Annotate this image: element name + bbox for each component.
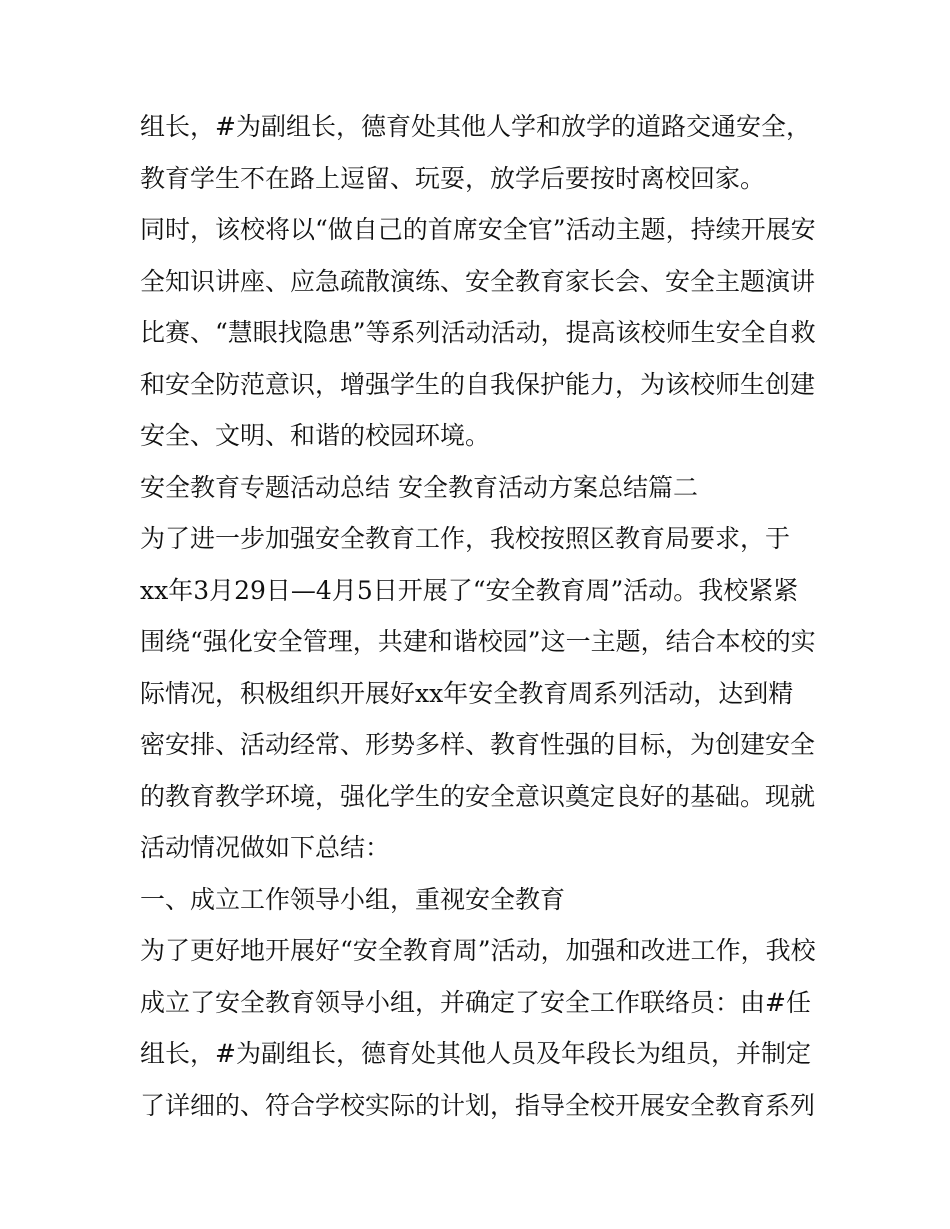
text-line: 的教育教学环境，强化学生的安全意识奠定良好的基础。现就	[140, 781, 816, 811]
text-line: 同时，该校将以“做自己的首席安全官”活动主题，持续开展安	[140, 215, 816, 244]
subsection-heading: 一、成立工作领导小组，重视安全教育	[140, 884, 566, 914]
text-line: 活动情况做如下总结：	[140, 833, 391, 862]
text-line: 教育学生不在路上逗留、玩耍，放学后要按时离校回家。	[140, 163, 766, 193]
text-line: 比赛、“慧眼找隐患”等系列活动活动，提高该校师生安全自救	[140, 318, 816, 347]
text-line: 全知识讲座、应急疏散演练、安全教育家长会、安全主题演讲	[140, 266, 816, 296]
text-line: 密安排、活动经常、形势多样、教育性强的目标，为创建安全	[140, 730, 816, 759]
text-line: 组长，#为副组长，德育处其他人员及年段长为组员，并制定	[140, 1039, 811, 1068]
text-line: 安全、文明、和谐的校园环境。	[140, 421, 491, 450]
document-body	[140, 101, 820, 1131]
text-line: 组长，#为副组长，德育处其他人学和放学的道路交通安全，	[140, 112, 811, 141]
section-heading: 安全教育专题活动总结 安全教育活动方案总结篇二	[140, 472, 698, 502]
text-line: 成立了安全教育领导小组，并确定了安全工作联络员：由#任	[140, 987, 811, 1017]
text-line: xx年3月29日—4月5日开展了“安全教育周”活动。我校紧紧	[140, 575, 799, 605]
text-line: 为了进一步加强安全教育工作，我校按照区教育局要求，于	[140, 524, 791, 553]
text-line: 和安全防范意识，增强学生的自我保护能力，为该校师生创建	[140, 369, 816, 399]
text-line: 围绕“强化安全管理，共建和谐校园”这一主题，结合本校的实	[140, 627, 816, 656]
text-line: 际情况，积极组织开展好xx年安全教育周系列活动，达到精	[140, 678, 794, 708]
text-line: 了详细的、符合学校实际的计划，指导全校开展安全教育系列	[140, 1090, 816, 1120]
text-line: 为了更好地开展好“安全教育周”活动，加强和改进工作，我校	[140, 936, 816, 965]
